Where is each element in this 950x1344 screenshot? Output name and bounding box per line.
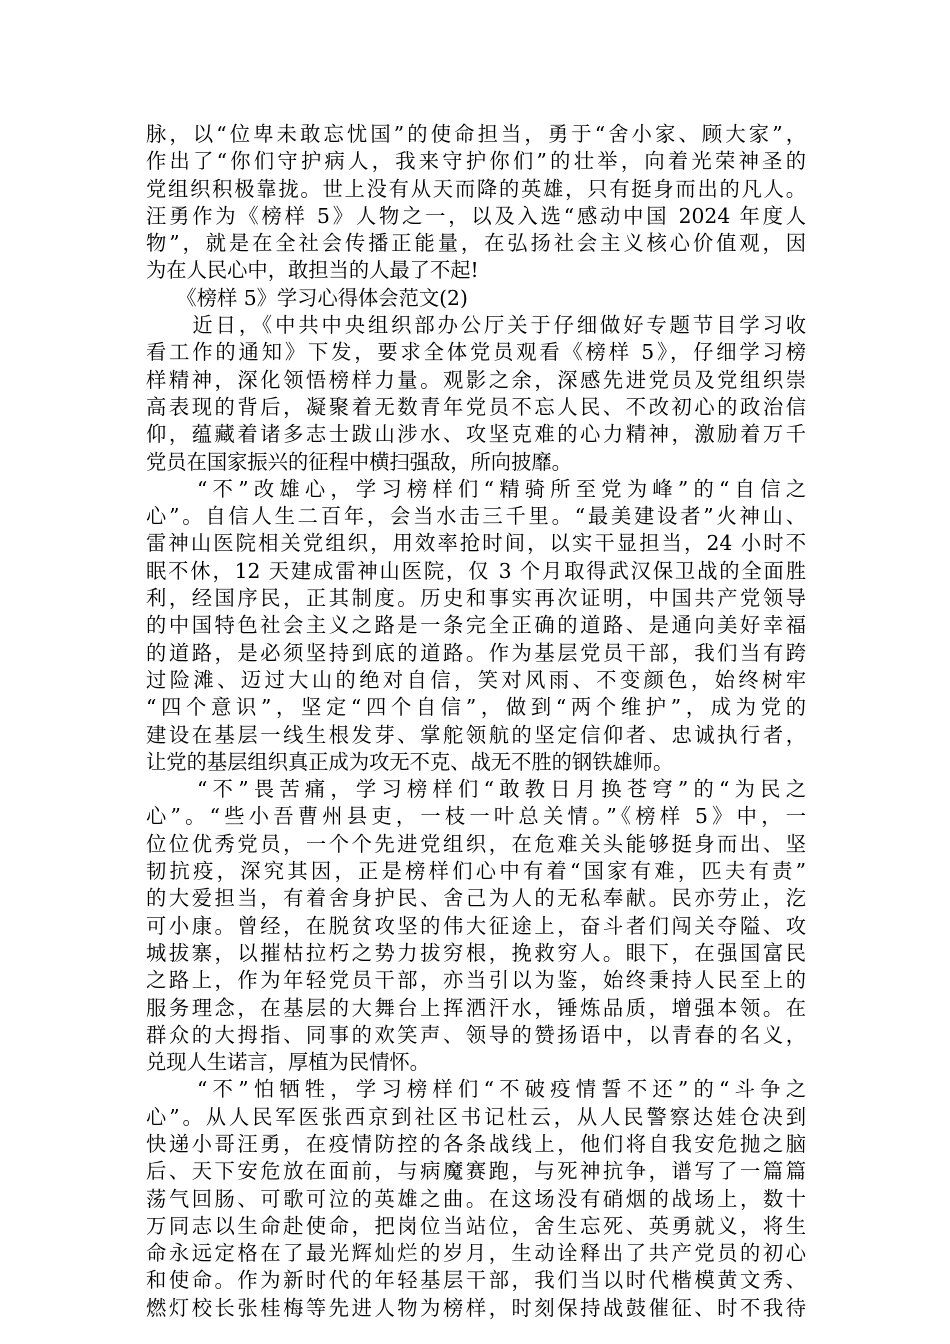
text-line: 利，经国序民，正其制度。历史和事实再次证明，中国共产党领导 [146, 586, 806, 611]
text-line: 兑现人生诺言，厚植为民情怀。 [146, 1050, 430, 1075]
text-line: 的大爱担当，有着舍身护民、舍己为人的无私奉献。民亦劳止，汔 [146, 886, 806, 911]
text-line: 汪勇作为《榜样 5》人物之一，以及入选“感动中国 2024 年度人 [146, 203, 806, 228]
text-line: 为在人民心中，敢担当的人最了不起! [146, 258, 479, 283]
text-line: “四个意识”，坚定“四个自信”，做到“两个维护”，成为党的 [146, 695, 806, 720]
text-line: 物”，就是在全社会传播正能量，在弘扬社会主义核心价值观，因 [146, 231, 806, 256]
text-line: 看工作的通知》下发，要求全体党员观看《榜样 5》，仔细学习榜 [146, 340, 806, 365]
text-line: 党员在国家振兴的征程中横扫强敌，所向披靡。 [146, 449, 572, 474]
text-line: 荡气回肠、可歌可泣的英雄之曲。在这场没有硝烟的战场上，数十 [146, 1186, 806, 1211]
document-page [146, 121, 806, 1322]
text-line: “不”怕牺牲，学习榜样们“不破疫情誓不还”的“斗争之 [146, 1077, 806, 1102]
text-line: 心”。从人民军医张西京到社区书记杜云，从人民警察达娃仓决到 [146, 1104, 806, 1129]
text-line: 的中国特色社会主义之路是一条完全正确的道路、是通向美好幸福 [146, 613, 806, 638]
text-line: “不”改雄心，学习榜样们“精骑所至党为峰”的“自信之 [146, 476, 806, 501]
text-line: 和使命。作为新时代的年轻基层干部，我们当以时代楷模黄文秀、 [146, 1268, 806, 1293]
text-line: 建设在基层一线生根发芽、掌舵领航的坚定信仰者、忠诚执行者， [146, 722, 806, 747]
text-line: 过险滩、迈过大山的绝对自信，笑对风雨、不变颜色，始终树牢 [146, 667, 806, 692]
text-line: 让党的基层组织真正成为攻无不克、战无不胜的钢铁雄师。 [146, 749, 674, 774]
text-line: 群众的大拇指、同事的欢笑声、领导的赞扬语中，以青春的名义， [146, 1022, 806, 1047]
text-line: 心”。“些小吾曹州县吏，一枝一叶总关情。”《榜样 5》中，一 [146, 804, 806, 829]
text-line: 眠不休，12 天建成雷神山医院，仅 3 个月取得武汉保卫战的全面胜 [146, 558, 806, 583]
text-line: 脉，以“位卑未敢忘忧国”的使命担当，勇于“舍小家、顾大家”， [146, 122, 806, 146]
text-line: 之路上，作为年轻党员干部，亦当引以为鉴，始终秉持人民至上的 [146, 968, 806, 993]
text-line: 雷神山医院相关党组织，用效率抢时间，以实干显担当，24 小时不 [146, 531, 806, 556]
text-line: 党组织积极靠拢。世上没有从天而降的英雄，只有挺身而出的凡人。 [146, 176, 806, 201]
text-line: 作出了“你们守护病人，我来守护你们”的壮举，向着光荣神圣的 [146, 149, 806, 174]
text-line: 《榜样 5》学习心得体会范文(2) [146, 285, 468, 310]
text-line: 服务理念，在基层的大舞台上挥洒汗水，锤炼品质，增强本领。在 [146, 995, 806, 1020]
text-line: 近日，《中共中央组织部办公厅关于仔细做好专题节目学习收 [146, 313, 806, 338]
text-line: 心”。自信人生二百年，会当水击三千里。“最美建设者”火神山、 [146, 504, 806, 529]
text-line: 快递小哥汪勇，在疫情防控的各条战线上，他们将自我安危抛之脑 [146, 1131, 806, 1156]
text-line: “不”畏苦痛，学习榜样们“敢教日月换苍穹”的“为民之 [146, 777, 806, 802]
text-line: 可小康。曾经，在脱贫攻坚的伟大征途上，奋斗者们闯关夺隘、攻 [146, 913, 806, 938]
text-line: 燃灯校长张桂梅等先进人物为榜样，时刻保持战鼓催征、时不我待 [146, 1295, 806, 1320]
text-line: 万同志以生命赴使命，把岗位当站位，舍生忘死、英勇就义，将生 [146, 1213, 806, 1238]
text-line: 的道路，是必须坚持到底的道路。作为基层党员干部，我们当有跨 [146, 640, 806, 665]
text-line: 样精神，深化领悟榜样力量。观影之余，深感先进党员及党组织崇 [146, 367, 806, 392]
text-line: 后、天下安危放在面前，与病魔赛跑，与死神抗争，谱写了一篇篇 [146, 1159, 806, 1184]
text-line: 命永远定格在了最光辉灿烂的岁月，生动诠释出了共产党员的初心 [146, 1241, 806, 1266]
text-line: 位位优秀党员，一个个先进党组织，在危难关头能够挺身而出、坚 [146, 831, 806, 856]
text-line: 仰，蕴藏着诸多志士跋山涉水、攻坚克难的心力精神，激励着万千 [146, 422, 806, 447]
text-line: 城拔寨，以摧枯拉朽之势力拔穷根，挽救穷人。眼下，在强国富民 [146, 940, 806, 965]
text-line: 韧抗疫，深究其因，正是榜样们心中有着“国家有难，匹夫有责” [146, 859, 806, 884]
text-line: 高表现的背后，凝聚着无数青年党员不忘人民、不改初心的政治信 [146, 394, 806, 419]
